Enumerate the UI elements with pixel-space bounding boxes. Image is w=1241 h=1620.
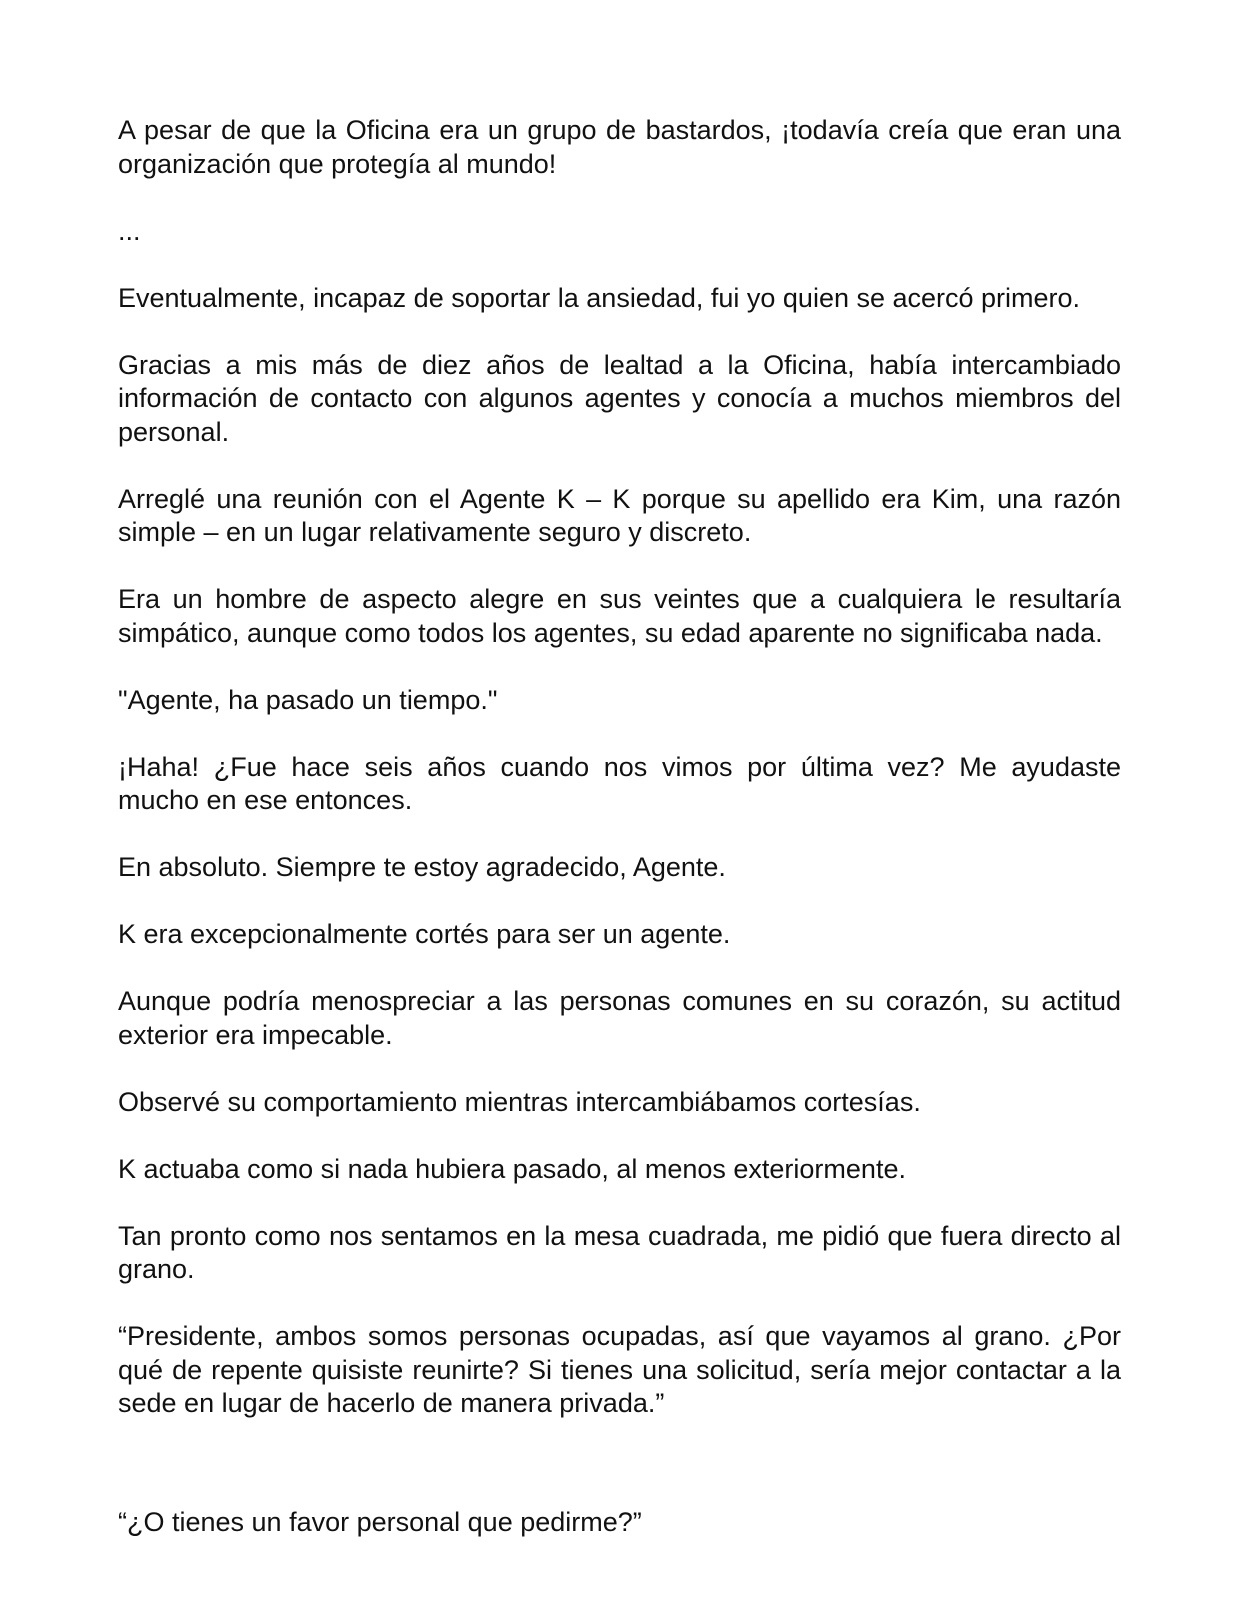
body-text [118,114,1121,1573]
paragraph: ... [118,215,141,246]
paragraph: K actuaba como si nada hubiera pasado, al menos exteriormente. [118,1153,906,1184]
paragraph: “¿O tienes un favor personal que pedirme?” [118,1507,642,1537]
paragraph: Aunque podría menospreciar a las personas comunes en su corazón, su actitud exterior era impecable. [118,986,1121,1050]
paragraph: ¡Haha! ¿Fue hace seis años cuando nos vimos por última vez? Me ayudaste mucho en ese entonces. [118,751,1121,815]
paragraph: Eventualmente, incapaz de soportar la ansiedad, fui yo quien se acercó primero. [118,282,1081,313]
paragraph: En absoluto. Siempre te estoy agradecido, Agente. [118,852,726,882]
paragraph: Arreglé una reunión con el Agente K – K porque su apellido era Kim, una razón simple – en un lugar relativamente seguro y discreto. [118,483,1121,547]
paragraph: K era excepcionalmente cortés para ser un agente. [118,919,731,949]
paragraph: "Agente, ha pasado un tiempo." [118,684,498,715]
paragraph: Gracias a mis más de diez años de lealtad a la Oficina, había intercambiado información de contacto con algunos agentes y conocía a muchos miembros del personal. [118,349,1121,447]
paragraph: A pesar de que la Oficina era un grupo de bastardos, ¡todavía creía que eran una organización que protegía al mundo! [118,115,1121,179]
paragraph: “Presidente, ambos somos personas ocupadas, así que vayamos al grano. ¿Por qué de repente quisiste reunirte? Si tienes una solicitud, sería mejor contactar a la sede en lugar de hacerlo de manera privada.” [118,1321,1121,1418]
paragraph: Era un hombre de aspecto alegre en sus veintes que a cualquiera le resultaría simpático, aunque como todos los agentes, su edad aparente no significaba nada. [118,584,1121,648]
paragraph: Tan pronto como nos sentamos en la mesa cuadrada, me pidió que fuera directo al grano. [118,1220,1121,1284]
spacer [118,1454,1121,1506]
paragraph: Observé su comportamiento mientras intercambiábamos cortesías. [118,1086,921,1117]
